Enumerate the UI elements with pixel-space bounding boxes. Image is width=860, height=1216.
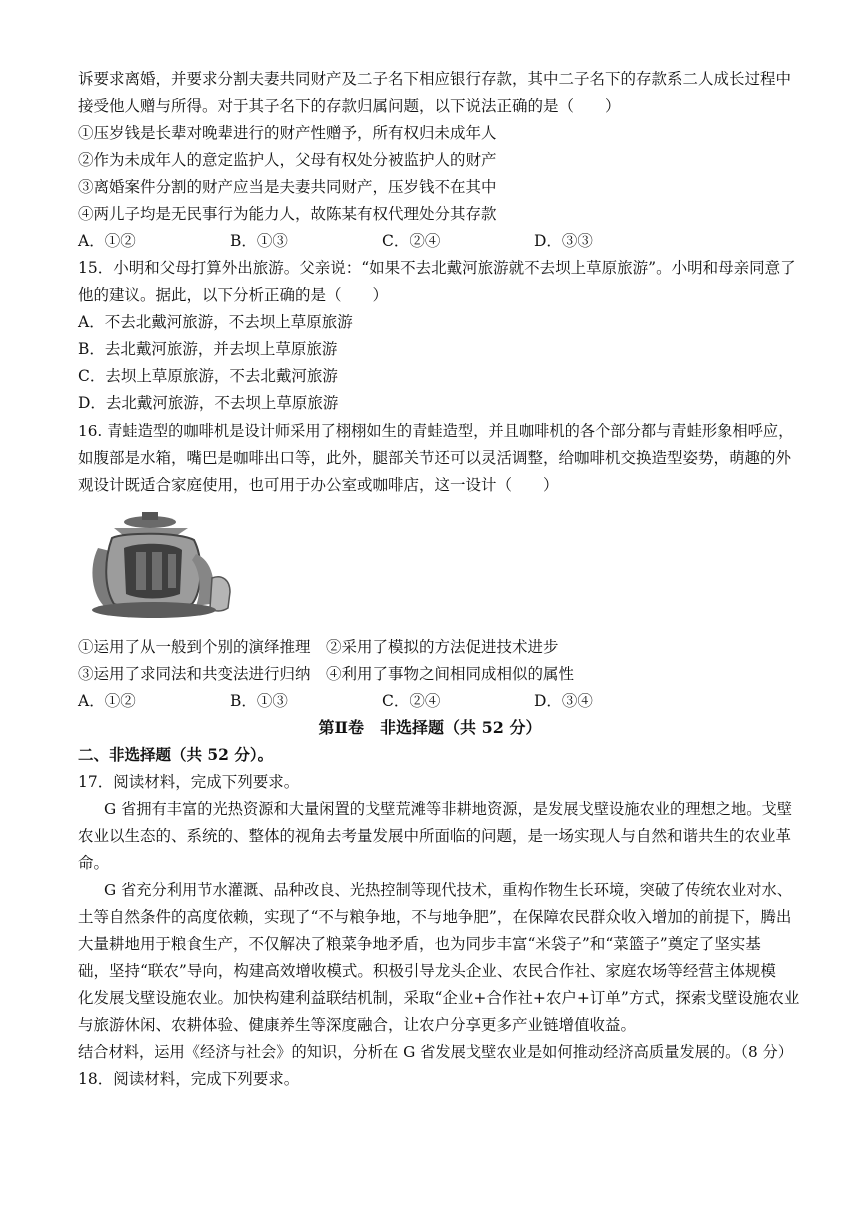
- q17-para1-line-1: G 省拥有丰富的光热资源和大量闲置的戈壁荒滩等非耕地资源，是发展戈壁设施农业的理想之地。戈壁: [104, 800, 793, 818]
- q17-para2-line-4: 础，坚持“联农”导向，构建高效增收模式。积极引导龙头企业、农民合作社、家庭农场等经营主体规模: [78, 962, 776, 980]
- q16-stem-3: 观设计既适合家庭使用，也可用于办公室或咖啡店，这一设计（ ）: [78, 476, 559, 494]
- q16-stem-2: 如腹部是水箱，嘴巴是咖啡出口等，此外，腿部关节还可以灵活调整，给咖啡机交换造型姿势，萌趣的外: [78, 449, 792, 467]
- q14-statement-1: ①压岁钱是长辈对晚辈进行的财产性赠予，所有权归未成年人: [78, 124, 497, 142]
- q16-option-b: B．①③: [230, 692, 288, 710]
- q17-para2-line-5: 化发展戈壁设施农业。加快构建利益联结机制，采取“企业+合作社+农户+订单”方式，探索戈壁设施农业: [78, 989, 800, 1007]
- q15-stem-2: 他的建议。据此，以下分析正确的是（ ）: [78, 286, 389, 304]
- q18-intro: 18．阅读材料，完成下列要求。: [78, 1070, 300, 1088]
- q14-option-b: B．①③: [230, 232, 288, 250]
- q17-intro: 17．阅读材料，完成下列要求。: [78, 773, 300, 791]
- q16-option-d: D．③④: [534, 692, 593, 710]
- q14-option-a: A．①②: [78, 232, 136, 250]
- q14-statement-4: ④两儿子均是无民事行为能力人，故陈某有权代理处分其存款: [78, 205, 497, 223]
- q16-statements-2: ③运用了求同法和共变法进行归纳 ④利用了事物之间相同成相似的属性: [78, 665, 575, 683]
- q14-statement-2: ②作为未成年人的意定监护人，父母有权处分被监护人的财产: [78, 151, 497, 169]
- q17-para1-line-3: 命。: [78, 854, 110, 872]
- q16-option-c: C．②④: [382, 692, 441, 710]
- q15-option-a: A．不去北戴河旅游，不去坝上草原旅游: [78, 313, 353, 331]
- q16-option-a: A．①②: [78, 692, 136, 710]
- q14-option-c: C．②④: [382, 232, 441, 250]
- part-2-heading: 二、非选择题（共 52 分）。: [78, 745, 274, 764]
- q14-line-2: 接受他人赠与所得。对于其子名下的存款归属问题，以下说法正确的是（ ）: [78, 97, 621, 115]
- q17-para1-line-2: 农业以生态的、系统的、整体的视角去考量发展中所面临的问题，是一场实现人与自然和谐共生的农业革: [78, 827, 792, 845]
- q17-question: 结合材料，运用《经济与社会》的知识，分析在 G 省发展戈壁农业是如何推动经济高质量发展的。（8 分）: [78, 1043, 794, 1061]
- part-2-title: 第Ⅱ卷 非选择题（共 52 分）: [318, 718, 542, 737]
- q15-option-d: D．去北戴河旅游，不去坝上草原旅游: [78, 394, 339, 412]
- q15-stem-1: 15．小明和父母打算外出旅游。父亲说：“如果不去北戴河旅游就不去坝上草原旅游”。小明和母亲同意了: [78, 259, 796, 277]
- q15-option-c: C．去坝上草原旅游，不去北戴河旅游: [78, 367, 338, 385]
- frog-coffee-machine-image: [84, 508, 240, 620]
- q16-statements-1: ①运用了从一般到个别的演绎推理 ②采用了模拟的方法促进技术进步: [78, 638, 559, 656]
- q14-line-1: 诉要求离婚，并要求分割夫妻共同财产及二子名下相应银行存款，其中二子名下的存款系二人成长过程中: [78, 70, 792, 88]
- q17-para2-line-1: G 省充分利用节水灌溉、品种改良、光热控制等现代技术，重构作物生长环境，突破了传统农业对水、: [104, 881, 793, 899]
- q15-option-b: B．去北戴河旅游，并去坝上草原旅游: [78, 340, 338, 358]
- q14-option-d: D．③③: [534, 232, 593, 250]
- q16-stem-1: 16. 青蛙造型的咖啡机是设计师采用了栩栩如生的青蛙造型，并且咖啡机的各个部分都与青蛙形象相呼应，: [78, 422, 794, 440]
- q17-para2-line-3: 大量耕地用于粮食生产，不仅解决了粮菜争地矛盾，也为同步丰富“米袋子”和“菜篮子”奠定了坚实基: [78, 935, 761, 953]
- q14-statement-3: ③离婚案件分割的财产应当是夫妻共同财产，压岁钱不在其中: [78, 178, 497, 196]
- q17-para2-line-2: 土等自然条件的高度依赖，实现了“不与粮争地，不与地争肥”，在保障农民群众收入增加的前提下，腾出: [78, 908, 792, 926]
- q17-para2-line-6: 与旅游休闲、农耕体验、健康养生等深度融合，让农户分享更多产业链增值收益。: [78, 1016, 637, 1034]
